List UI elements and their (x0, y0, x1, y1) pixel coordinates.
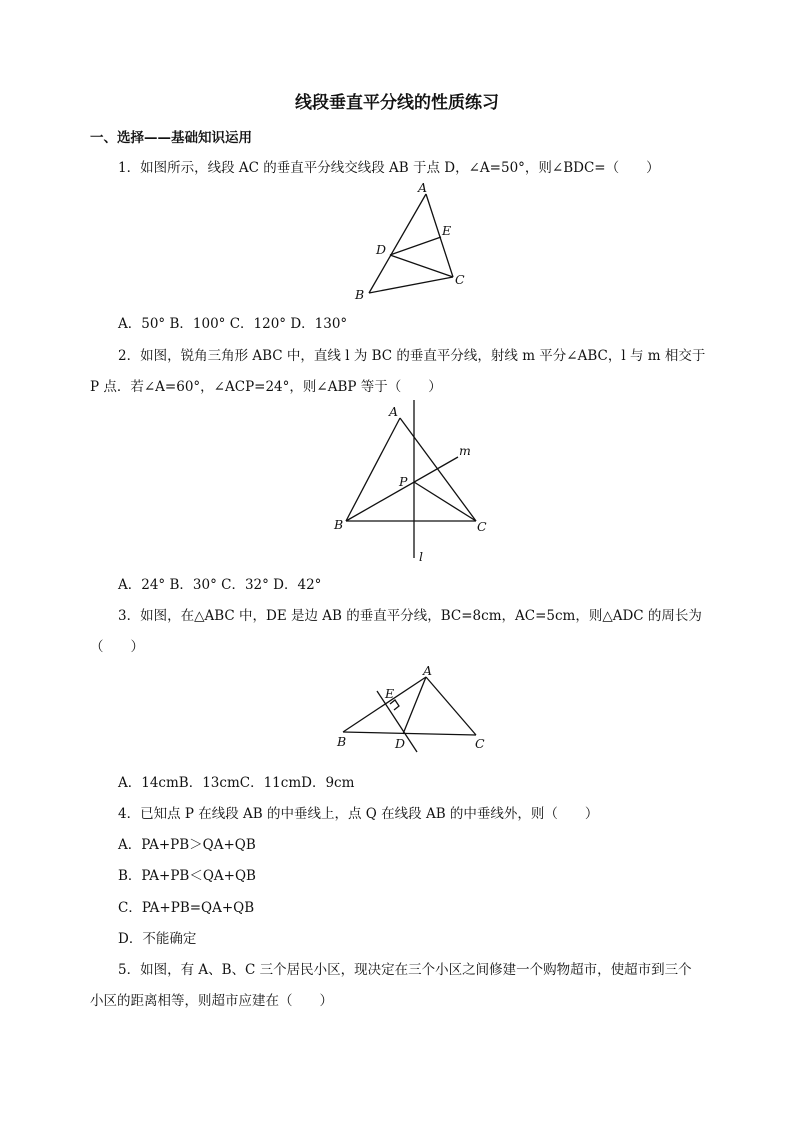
q1-segment-dc (390, 255, 453, 277)
q2-label-c: C (477, 519, 487, 534)
section-heading: 一、选择——基础知识运用 (90, 130, 252, 146)
q3-options: A．14cmB．13cmC．11cmD．9cm (118, 775, 355, 791)
q4-option-c: C．PA+PB=QA+QB (118, 900, 255, 916)
q2-stem-line1: 2．如图，锐角三角形 ABC 中，直线 l 为 BC 的垂直平分线，射线 m 平分∠ABC，l 与 m 相交于 (118, 348, 706, 364)
q3-label-d: D (395, 736, 406, 751)
q3-side-ac (426, 677, 476, 735)
q1-label-e: E (442, 223, 452, 238)
q5-stem-line2: 小区的距离相等，则超市应建在（ ） (90, 993, 333, 1009)
q4-option-d: D．不能确定 (118, 931, 197, 947)
q1-side-bc (369, 277, 453, 293)
q3-stem-line2: （ ） (90, 639, 144, 655)
q2-label-b: B (334, 517, 344, 532)
q3-segment-ad (403, 677, 426, 734)
q2-label-a: A (389, 404, 399, 419)
q2-stem-line2: P 点．若∠A=60°，∠ACP=24°，则∠ABP 等于（ ） (90, 379, 442, 395)
q2-side-ac (400, 418, 476, 521)
q4-option-a: A．PA+PB＞QA+QB (118, 837, 256, 853)
q3-label-a: A (423, 663, 433, 678)
q1-options: A．50° B．100° C．120° D．130° (118, 316, 348, 332)
q2-segment-pc (414, 482, 476, 521)
q5-stem-line1: 5．如图，有 A、B、C 三个居民小区，现决定在三个小区之间修建一个购物超市，使超市到三个 (118, 962, 692, 978)
q1-label-a: A (418, 180, 428, 195)
q2-label-m: m (459, 443, 471, 458)
q1-label-b: B (355, 287, 365, 302)
q2-options: A．24° B．30° C．32° D．42° (118, 577, 322, 593)
q4-option-b: B．PA+PB＜QA+QB (118, 868, 256, 884)
q3-label-e: E (385, 686, 395, 701)
q1-label-c: C (455, 272, 465, 287)
q4-stem: 4．已知点 P 在线段 AB 的中垂线上，点 Q 在线段 AB 的中垂线外，则（ ） (118, 806, 599, 822)
page-title: 线段垂直平分线的性质练习 (295, 93, 499, 113)
q1-label-d: D (376, 242, 387, 257)
q1-figure (340, 180, 480, 305)
q1-bisector-de (390, 237, 441, 255)
q2-figure (330, 400, 490, 570)
q1-stem: 1．如图所示，线段 AC 的垂直平分线交线段 AB 于点 D，∠A=50°，则∠BDC=（ ） (118, 160, 660, 176)
q3-right-angle-mark (390, 700, 399, 710)
q3-label-c: C (475, 736, 485, 751)
q3-stem-line1: 3．如图，在△ABC 中，DE 是边 AB 的垂直平分线，BC=8cm，AC=5cm，则△ADC 的周长为 (118, 608, 702, 624)
q2-label-l: l (419, 549, 423, 564)
q3-figure (330, 660, 500, 760)
q3-label-b: B (337, 734, 347, 749)
q3-side-bc (343, 732, 476, 735)
q2-label-p: P (399, 474, 408, 489)
